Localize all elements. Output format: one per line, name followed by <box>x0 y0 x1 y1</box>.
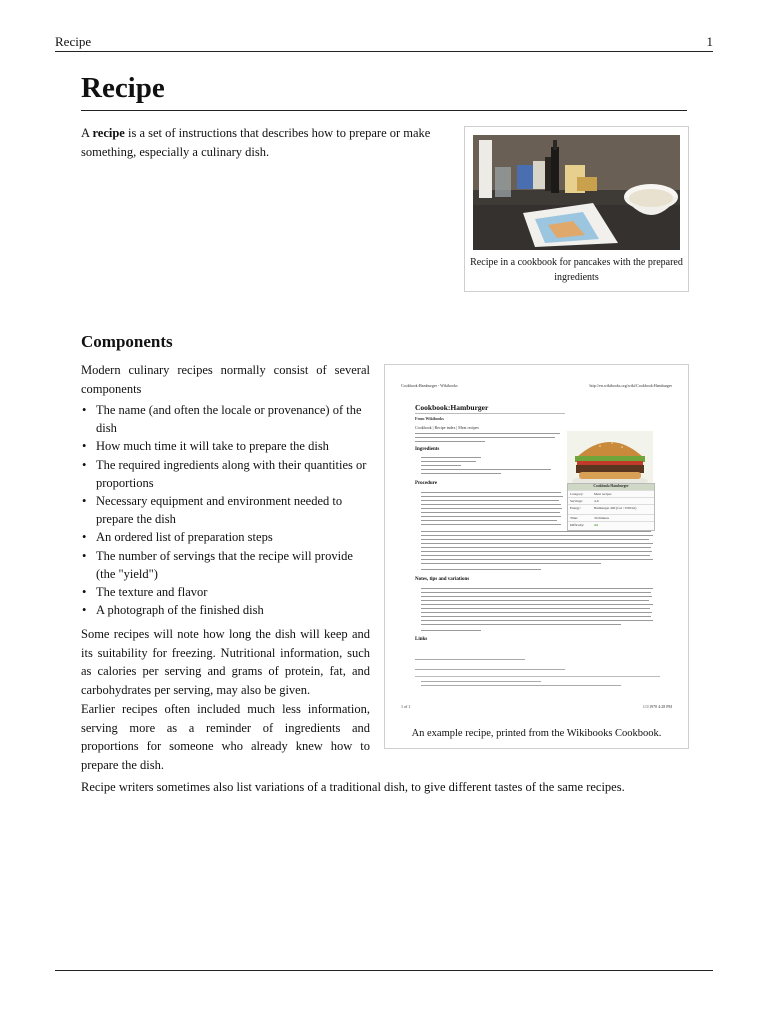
text-line <box>421 457 481 458</box>
list-item: • The required ingredients along with their quantities or proportions <box>81 456 371 492</box>
footer-rule <box>55 970 713 971</box>
infobox-key: Time: <box>570 516 578 520</box>
list-item: • The number of servings that the recipe will provide (the "yield") <box>81 547 371 583</box>
thumb-links-heading: Links <box>415 637 428 642</box>
text-line <box>421 496 563 497</box>
page-number: 1 <box>706 34 713 49</box>
text-line <box>421 543 653 544</box>
thumb-breadcrumb: Cookbook | Recipe index | Meat recipes <box>415 425 479 430</box>
infobox-value: ●● <box>594 523 599 527</box>
infobox-key: Energy: <box>570 506 581 510</box>
thumb-from: From Wikibooks <box>415 416 444 421</box>
list-item: • The texture and flavor <box>81 583 371 601</box>
text-line <box>415 659 525 660</box>
list-item: • Necessary equipment and environment needed to prepare the dish <box>81 492 371 528</box>
text-line <box>421 620 653 621</box>
text-line <box>421 469 551 470</box>
printout-thumbnail <box>391 371 682 714</box>
thumb-footer-left: 1 of 1 <box>401 704 411 709</box>
text-line <box>421 461 476 462</box>
hamburger-photo <box>567 431 653 491</box>
cookbook-photo <box>473 135 680 250</box>
intro-text-pre: A <box>81 126 93 140</box>
text-line <box>421 630 481 631</box>
text-line <box>415 441 485 442</box>
paragraph-earlier-recipes: Earlier recipes often included much less information, serving more as a reminder of ingredients and proportions for someone who already knew how to prepare the dish. <box>81 702 370 772</box>
text-line <box>421 592 651 593</box>
figure2-caption: An example recipe, printed from the Wikibooks Cookbook. <box>411 728 662 739</box>
text-line <box>421 563 601 564</box>
infobox-key: Difficulty: <box>570 523 585 527</box>
text-line <box>421 596 652 597</box>
paragraph-nutrition: Some recipes will note how long the dish will keep and its suitability for freezing. Nutritional information, such as calories per serving and grams of protein, fat, and carbohydrates per serving, may also be given. <box>81 627 370 697</box>
thumb-infobox <box>567 483 655 531</box>
text-line <box>421 547 651 548</box>
text-line <box>421 524 561 525</box>
text-line <box>415 669 565 670</box>
running-header <box>55 34 713 52</box>
text-line <box>415 433 560 434</box>
text-line <box>421 500 559 501</box>
thumb-title: Cookbook:Hamburger <box>415 403 489 412</box>
text-line <box>421 612 652 613</box>
figure-cookbook-photo <box>464 126 689 292</box>
paragraph-variations: Recipe writers sometimes also list variations of a traditional dish, to give different tastes of the same recipes. <box>81 780 625 794</box>
figure-wikibooks-printout <box>384 364 689 749</box>
text-line <box>421 531 651 532</box>
intro-term: recipe <box>92 126 125 140</box>
infobox-key: Category: <box>570 492 584 496</box>
text-line <box>421 539 649 540</box>
text-line <box>421 608 650 609</box>
text-line <box>421 504 561 505</box>
text-line <box>421 600 649 601</box>
text-line <box>421 685 621 686</box>
intro-paragraph <box>81 124 453 161</box>
list-item: • An ordered list of preparation steps <box>81 528 371 546</box>
text-line <box>421 520 557 521</box>
thumb-rule <box>415 676 660 677</box>
text-line <box>421 624 621 625</box>
text-line <box>421 516 561 517</box>
list-item: • The name (and often the locale or provenance) of the dish <box>81 401 371 437</box>
intro-text-post: is a set of instructions that describes how to prepare or make something, especially a culinary dish. <box>81 126 431 159</box>
text-line <box>421 616 651 617</box>
header-title: Recipe <box>55 34 92 49</box>
list-item: • A photograph of the finished dish <box>81 601 371 619</box>
components-lead: Modern culinary recipes normally consist of several components <box>81 363 370 396</box>
infobox-value: 30 minutes <box>594 516 609 520</box>
text-line <box>421 559 653 560</box>
thumb-notes-heading: Notes, tips and variations <box>415 577 470 582</box>
text-line <box>421 588 653 589</box>
text-line <box>415 437 555 438</box>
infobox-row <box>568 521 654 529</box>
text-line <box>421 473 501 474</box>
text-line <box>421 492 561 493</box>
text-line <box>421 604 653 605</box>
section-heading-components: Components <box>81 332 173 351</box>
thumb-title-rule <box>415 413 565 414</box>
thumb-procedure-heading: Procedure <box>415 481 438 486</box>
thumb-top-left: Cookbook:Hamburger - Wikibooks <box>401 383 458 388</box>
infobox-value: Meat recipes <box>594 492 612 496</box>
text-line <box>421 681 541 682</box>
text-line <box>421 535 653 536</box>
text-line <box>421 465 461 466</box>
text-line <box>421 555 650 556</box>
infobox-key: Servings: <box>570 499 583 503</box>
list-item: • How much time it will take to prepare the dish <box>81 437 371 455</box>
infobox-value: Hamburger 400 (Cal / 3500 kJ) <box>594 506 637 510</box>
text-line <box>421 551 652 552</box>
thumb-ingredients-heading: Ingredients <box>415 447 440 452</box>
thumb-footer-right: 1/1/1970 4:28 PM <box>642 704 672 709</box>
components-list <box>81 401 371 619</box>
thumb-top-right: http://en.wikibooks.org/wiki/Cookbook:Hamburger <box>589 383 672 388</box>
text-line <box>421 512 560 513</box>
infobox-title: Cookbook:Hamburger <box>568 484 654 490</box>
text-line <box>421 508 562 509</box>
infobox-value: 4-6 <box>594 499 599 503</box>
figure1-caption: Recipe in a cookbook for pancakes with the prepared ingredients <box>470 257 683 283</box>
article-title: Recipe <box>81 70 687 111</box>
text-line <box>421 569 541 570</box>
